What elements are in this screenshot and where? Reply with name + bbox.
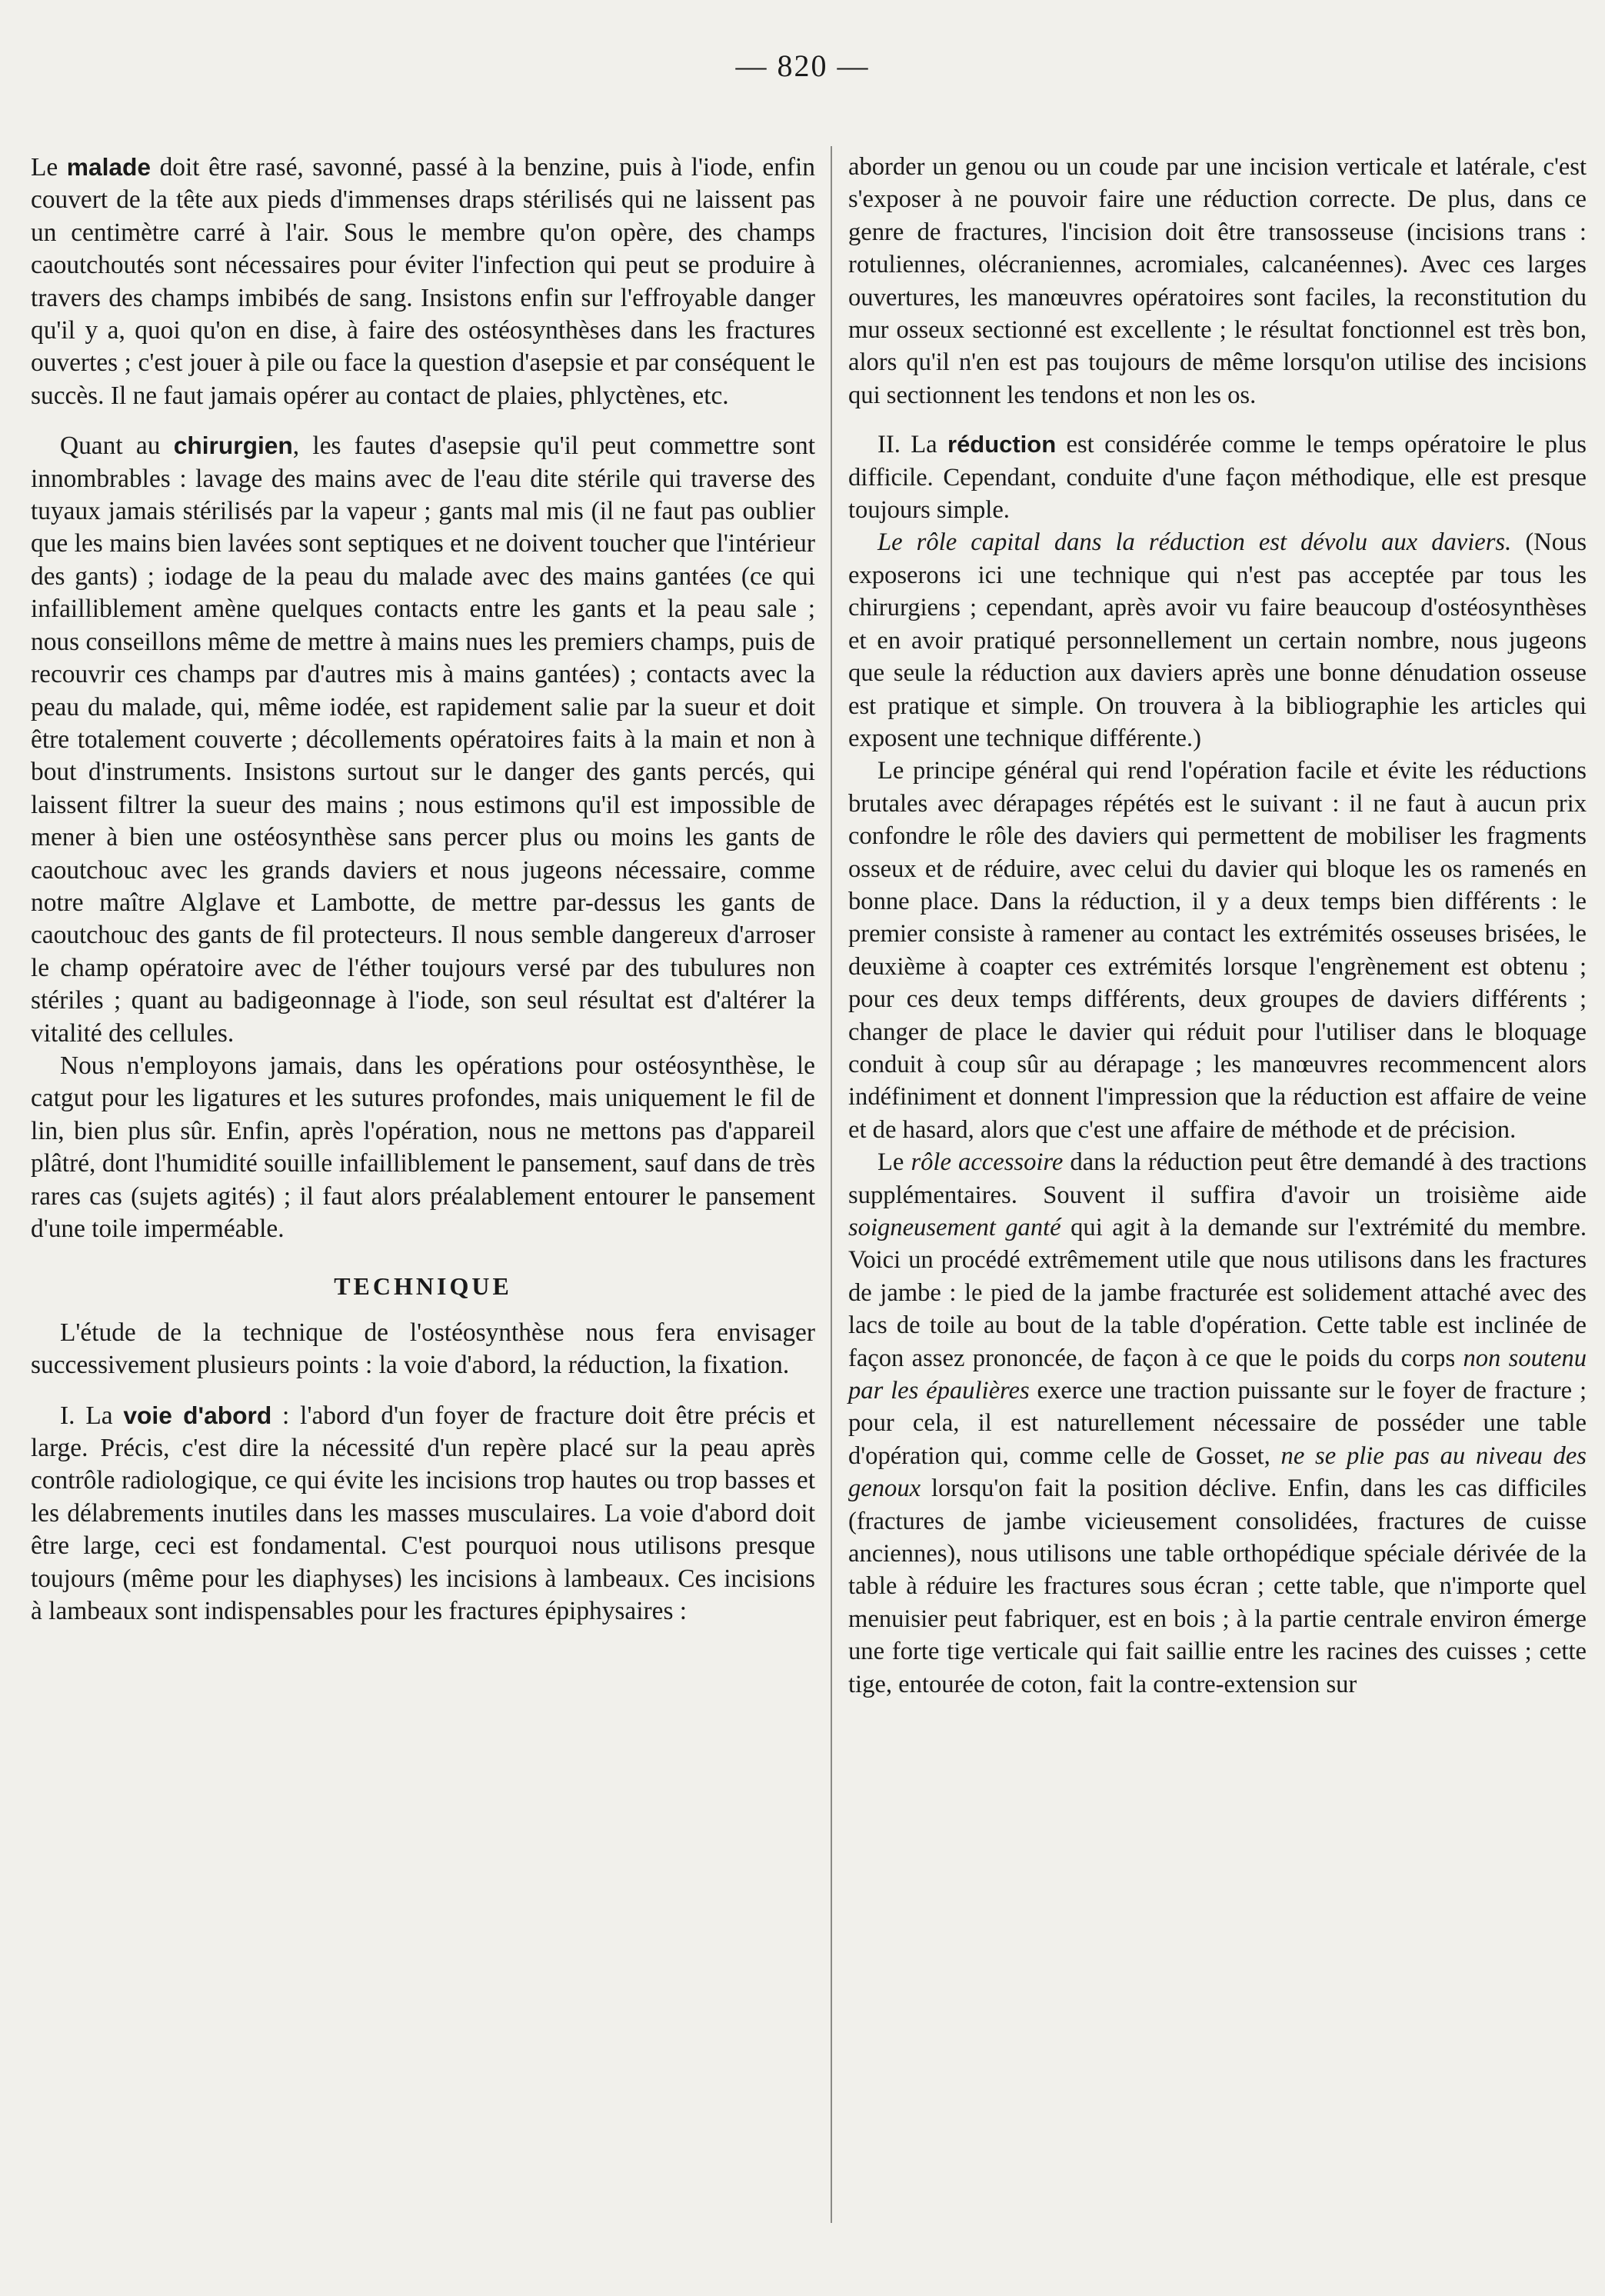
italic-phrase: ne se plie pas au niveau des genoux: [848, 1441, 1587, 1503]
paragraph-sutures: Nous n'employons jamais, dans les opérations pour ostéosynthèse, le catgut pour les ligatures et les sutures profondes, mais uniquement le fil de lin, bien plus sûr. Enfin, après l'opération, nous ne mettons pas d'appareil plâtré, dont l'humidité souille infailliblement le pansement, sauf dans de très rares cas (sujets agités) ; il faut alors préalablement entourer le pansement d'une toile imperméable.: [31, 1051, 815, 1243]
right-column: [848, 151, 1587, 1701]
paragraph-principe-general: Le principe général qui rend l'opération facile et évite les réductions brutales avec dérapages répétés est le suivant : il ne faut à aucun prix confondre le rôle des daviers qui permettent de mobiliser les fragments osseux et de réduire, avec celui du davier qui bloque les os ramenés en bonne place. Dans la réduction, il y a deux temps bien différents : le premier consiste à ramener au contact les extrémités osseuses brisées, le deuxième à coapter ces extrémités lorsque l'engrènement est obtenu ; pour ces deux temps différents, deux groupes de daviers différents ; changer de place le davier qui réduit pour l'utiliser dans le bloquage conduit à coup sûr au dérapage ; les manœuvres recommencent alors indéfiniment et donnent l'impression que la réduction est affaire de veine et de hasard, alors que c'est une affaire de méthode et de précision.: [848, 757, 1587, 1144]
paragraph-incision-continued: aborder un genou ou un coude par une incision verticale et latérale, c'est s'exposer à ne pouvoir faire une réduction correcte. De plus, dans ce genre de fractures, l'incision doit être transosseuse (incisions trans : rotuliennes, olécraniennes, acromiales, calcanéennes). Avec ces larges ouvertures, les manœuvres opératoires sont faciles, la reconstitution du mur osseux sectionné est excellente ; le résultat fonctionnel est très bon, alors qu'il n'en est pas toujours de même lorsqu'on utilise des incisions qui sectionnent les tendons et non les os.: [848, 153, 1587, 409]
bold-term: voie d'abord: [123, 1401, 272, 1429]
paragraph-role-capital: Le rôle capital dans la réduction est dévolu aux daviers. (Nous exposerons ici une technique qui n'est pas acceptée par tous les chirurgiens ; cependant, après avoir vu faire beaucoup d'ostéosynthèses et en avoir pratiqué personnellement un certain nombre, nous jugeons que seule la réduction aux daviers après une bonne dénudation osseuse est pratique et simple. On trouvera à la bibliographie les articles qui exposent une technique différente.): [848, 528, 1587, 752]
column-divider: [831, 146, 832, 2223]
paragraph-reduction: II. La réduction est considérée comme le temps opératoire le plus difficile. Cependant, conduite d'une façon méthodique, elle est presque toujours simple.: [848, 431, 1587, 525]
paragraph-malade: Le malade doit être rasé, savonné, passé à la benzine, puis à l'iode, enfin couvert de la tête aux pieds d'immenses draps stérilisés qui ne laissent pas un centimètre carré à l'air. Sous le membre qu'on opère, des champs caoutchoutés sont nécessaires pour éviter l'infection qui peut se produire à travers des champs imbibés de sang. Insistons enfin sur l'effroyable danger qu'il y a, quoi qu'on en dise, à faire des ostéosynthèses dans les fractures ouvertes ; c'est jouer à pile ou face la question d'asepsie et par conséquent le succès. Il ne faut jamais opérer au contact de plaies, phlyctènes, etc.: [31, 153, 815, 410]
page-number: — 820 —: [735, 48, 870, 83]
italic-phrase: non soutenu par les épaulières: [848, 1344, 1587, 1405]
paragraph-role-accessoire: Le rôle accessoire dans la réduction peut être demandé à des tractions supplémentaires. Souvent il suffira d'avoir un troisième aide soigneusement ganté qui agit à la demande sur l'extrémité du membre. Voici un procédé extrêmement utile que nous utilisons dans les fractures de jambe : le pied de la jambe fracturée est solidement attaché avec des lacs de toile au bout de la table d'opération. Cette table est inclinée de façon assez prononcée, de façon à ce que le poids du corps non soutenu par les épaulières exerce une traction puissante sur le foyer de fracture ; pour cela, il est naturellement nécessaire de posséder une table d'opération qui, comme celle de Gosset, ne se plie pas au niveau des genoux lorsqu'on fait la position déclive. Enfin, dans les cas difficiles (fractures de jambe vicieusement consolidées, fractures de cuisse anciennes), nous utilisons une table orthopédique spéciale dérivée de la table à réduire les fractures sous écran ; cette table, que n'importe quel menuisier peut fabriquer, est en bois ; à la partie centrale environ émerge une forte tige verticale qui fait saillie entre les racines des cuisses ; cette tige, entourée de coton, fait la contre-extension sur: [848, 1148, 1587, 1698]
section-heading-technique: TECHNIQUE: [334, 1272, 512, 1301]
paragraph-technique-intro: L'étude de la technique de l'ostéosynthèse nous fera envisager successivement plusieurs points : la voie d'abord, la réduction, la fixation.: [31, 1318, 815, 1380]
left-column: [31, 151, 815, 1628]
paragraph-chirurgien: Quant au chirurgien, les fautes d'asepsie qu'il peut commettre sont innombrables : lavage des mains avec de l'eau dite stérile qui traverse des tuyaux jamais stérilisés par la vapeur ; gants mal mis (il ne faut pas oublier que les mains bien lavées sont septiques et ne doivent toucher que l'intérieur des gants) ; iodage de la peau du malade avec des mains gantées (ce qui infailliblement amène quelques contacts entre les gants et la peau sale ; nous conseillons même de mettre à mains nues les premiers champs, puis de recouvrir ces champs par d'autres mis à mains gantées) ; contacts avec la peau du malade, qui, même iodée, est rapidement salie par la sueur et doit être totalement couverte ; décollements opératoires faits à la main et non à bout d'instruments. Insistons surtout sur le danger des gants percés, qui laissent filtrer la sueur des mains ; nous estimons qu'il est impossible de mener à bien une ostéosynthèse sans percer plus ou moins les gants de caoutchouc avec les grands daviers et nous jugeons nécessaire, comme notre maître Alglave et Lambotte, de mettre par-dessus les gants de caoutchouc des gants de fil protecteurs. Il nous semble dangereux d'arroser le champ opératoire avec de l'éther toujours versé par des tubulures non stériles ; quant au badigeonnage à l'iode, son seul résultat est d'altérer la vitalité des cellules.: [31, 432, 815, 1048]
bold-term: chirurgien: [173, 432, 293, 460]
bold-term: malade: [66, 153, 152, 181]
paragraph-voie-abord: I. La voie d'abord : l'abord d'un foyer de fracture doit être précis et large. Précis, c'est dire la nécessité d'un repère placé sur la peau après contrôle radiologique, ce qui évite les incisions trop hautes ou trop basses et les délabrements inutiles dans les masses musculaires. La voie d'abord doit être large, ceci est fondamental. C'est pourquoi nous utilisons presque toujours (même pour les diaphyses) les incisions à lambeaux. Ces incisions à lambeaux sont indispensables pour les fractures épiphysaires :: [31, 1401, 815, 1626]
italic-phrase: soigneusement ganté: [848, 1214, 1061, 1241]
bold-term: réduction: [947, 431, 1057, 458]
italic-phrase: rôle accessoire: [911, 1148, 1064, 1177]
italic-phrase: Le rôle capital dans la réduction est dévolu aux daviers.: [877, 528, 1512, 557]
